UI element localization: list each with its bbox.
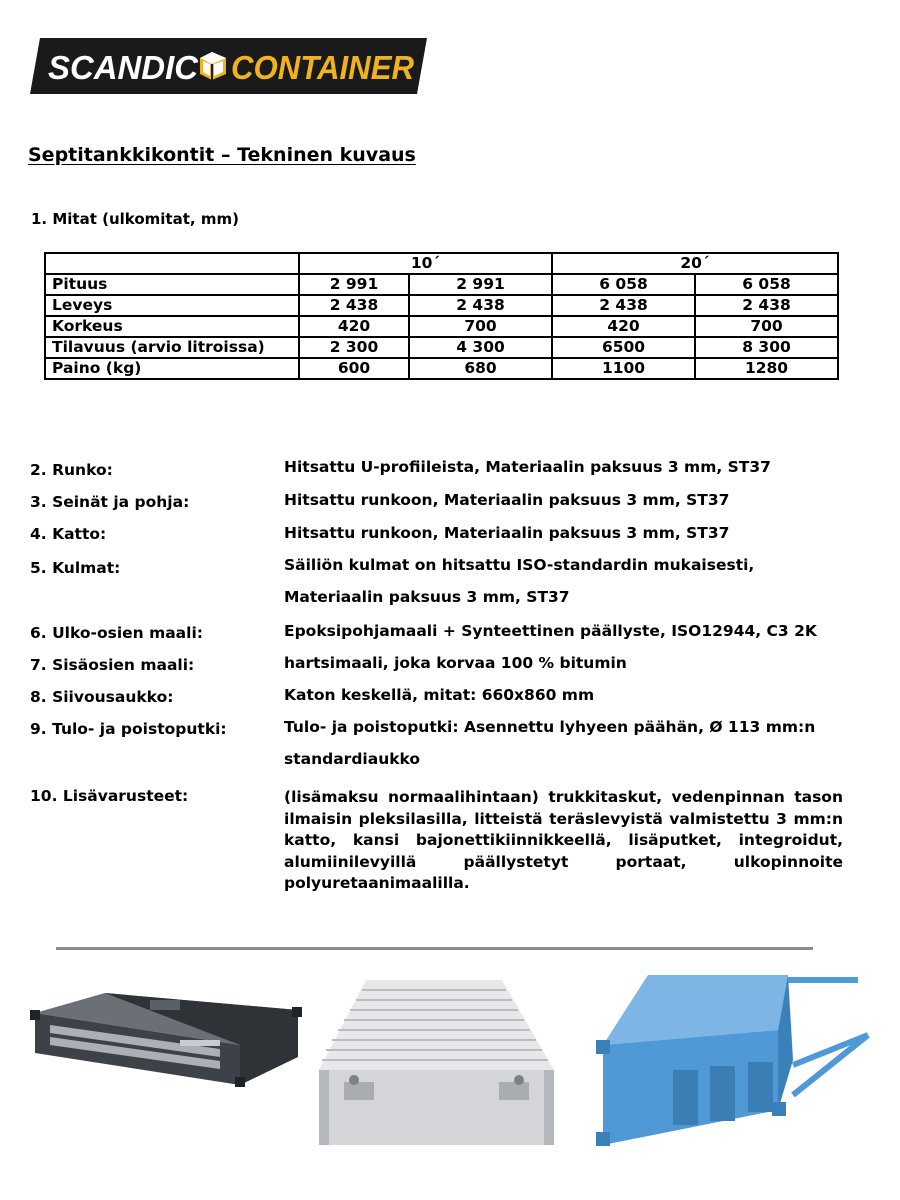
table-cell: 700 [409, 316, 552, 337]
spec-value: Katon keskellä, mitat: 660x860 mm [284, 686, 595, 704]
table-cell: 2 300 [299, 337, 409, 358]
scandic-container-logo [30, 38, 427, 94]
table-row [45, 337, 838, 358]
spec-label: 6. Ulko-osien maali: [30, 624, 203, 642]
table-row [45, 358, 838, 379]
table-cell: 2 438 [409, 295, 552, 316]
table-cell: 700 [695, 316, 838, 337]
table-row [45, 295, 838, 316]
blue-tank-photo [588, 970, 878, 1155]
table-row [45, 274, 838, 295]
spec-label: 8. Siivousaukko: [30, 688, 174, 706]
spec-value-paragraph: (lisämaksu normaalihintaan) trukkitaskut, vedenpinnan tason ilmaisin pleksilasilla, litteistä teräslevyistä valmistettu 3 mm:n katto, kansi bajonettikiinnikkeellä, lisäputket, integroidut, alumiinilevyillä päällystetyt portaat, ulkopinnoite polyuretaanimaalilla. [284, 788, 843, 892]
spec-label: 10. Lisävarusteet: [30, 787, 189, 805]
spec-label: 5. Kulmat: [30, 559, 121, 577]
table-cell: 1280 [695, 358, 838, 379]
table-cell: 600 [299, 358, 409, 379]
table-cell: 6500 [552, 337, 695, 358]
table-cell: 2 438 [695, 295, 838, 316]
row-label: Leveys [45, 295, 299, 316]
dark-tank-photo [30, 985, 310, 1090]
row-label: Pituus [45, 274, 299, 295]
table-cell: 4 300 [409, 337, 552, 358]
spec-value: hartsimaali, joka korvaa 100 % bitumin [284, 654, 627, 672]
spec-label: 4. Katto: [30, 525, 107, 543]
header-10ft: 10´ [299, 253, 552, 274]
table-cell: 8 300 [695, 337, 838, 358]
table-cell: 6 058 [552, 274, 695, 295]
row-label: Tilavuus (arvio litroissa) [45, 337, 299, 358]
table-cell: 1100 [552, 358, 695, 379]
spec-label: 9. Tulo- ja poistoputki: [30, 720, 227, 738]
table-cell: 2 991 [409, 274, 552, 295]
logo-word-container: CONTAINER [231, 49, 415, 86]
dimensions-table [44, 252, 839, 380]
spec-value: Hitsattu U-profiileista, Materiaalin paksuus 3 mm, ST37 [284, 458, 771, 476]
row-label: Paino (kg) [45, 358, 299, 379]
table-cell: 680 [409, 358, 552, 379]
logo-word-scandic: SCANDIC [48, 49, 200, 86]
dimensions-heading: 1. Mitat (ulkomitat, mm) [31, 210, 239, 228]
table-cell: 2 991 [299, 274, 409, 295]
spec-value-continued: Materiaalin paksuus 3 mm, ST37 [284, 588, 570, 606]
table-corner-cell [45, 253, 299, 274]
spec-value: Säiliön kulmat on hitsattu ISO-standardin mukaisesti, [284, 556, 755, 574]
spec-label: 7. Sisäosien maali: [30, 656, 195, 674]
table-cell: 420 [299, 316, 409, 337]
table-cell: 2 438 [299, 295, 409, 316]
spec-value-continued: standardiaukko [284, 750, 421, 768]
table-header-row [45, 253, 838, 274]
table-row [45, 316, 838, 337]
table-cell: 2 438 [552, 295, 695, 316]
grey-tank-photo [314, 970, 559, 1148]
spec-label: 2. Runko: [30, 461, 113, 479]
table-cell: 6 058 [695, 274, 838, 295]
section-divider [56, 947, 813, 950]
spec-value: Tulo- ja poistoputki: Asennettu lyhyeen päähän, Ø 113 mm:n [284, 718, 816, 736]
spec-value: Epoksipohjamaali + Synteettinen päällyste, ISO12944, C3 2K [284, 622, 817, 640]
spec-value: Hitsattu runkoon, Materiaalin paksuus 3 mm, ST37 [284, 491, 730, 509]
row-label: Korkeus [45, 316, 299, 337]
spec-value: Hitsattu runkoon, Materiaalin paksuus 3 mm, ST37 [284, 524, 730, 542]
table-cell: 420 [552, 316, 695, 337]
document-title: Septitankkikontit – Tekninen kuvaus [28, 144, 416, 166]
spec-label: 3. Seinät ja pohja: [30, 493, 190, 511]
header-20ft: 20´ [552, 253, 838, 274]
